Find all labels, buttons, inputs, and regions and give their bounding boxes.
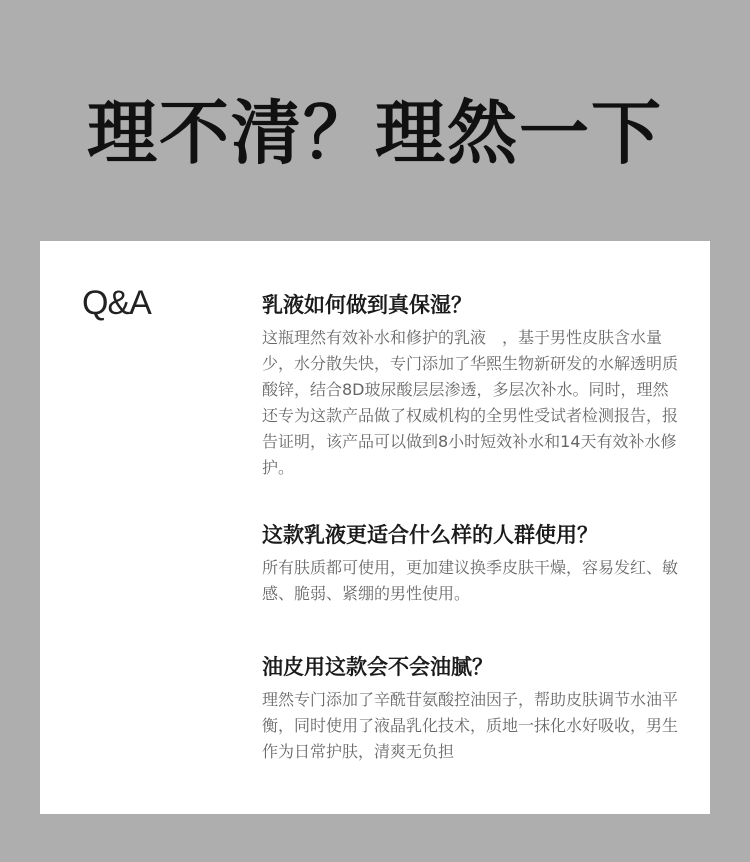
- answer-text: 所有肤质都可使用，更加建议换季皮肤干燥，容易发红、敏感、脆弱、紧绷的男性使用。: [262, 558, 679, 603]
- answer-text: 这瓶理然有效补水和修护的乳液 ，基于男性皮肤含水量少，水分散失快，专门添加了华熙生物新研发的水解透明质酸锌，结合8D玻尿酸层层渗透，多层次补水。同时，理然还专为这款产品做了权威机构的全男性受试者检测报告，报告证明，该产品可以做到8小时短效补水和14天有效补水修护。: [262, 328, 679, 477]
- qa-card: [40, 241, 710, 814]
- qa-item: [262, 519, 682, 607]
- answer-text: 理然专门添加了辛酰苷氨酸控油因子，帮助皮肤调节水油平衡，同时使用了液晶乳化技术，质地一抹化水好吸收，男生作为日常护肤，清爽无负担: [262, 690, 679, 761]
- qa-label: Q&A: [82, 284, 151, 322]
- qa-item: [262, 289, 682, 481]
- qa-item: [262, 651, 682, 765]
- question-heading: 乳液如何做到真保湿？: [262, 293, 472, 317]
- question-heading: 油皮用这款会不会油腻？: [262, 655, 493, 679]
- page-headline: 理不清？理然一下: [87, 92, 663, 174]
- question-heading: 这款乳液更适合什么样的人群使用？: [262, 523, 598, 547]
